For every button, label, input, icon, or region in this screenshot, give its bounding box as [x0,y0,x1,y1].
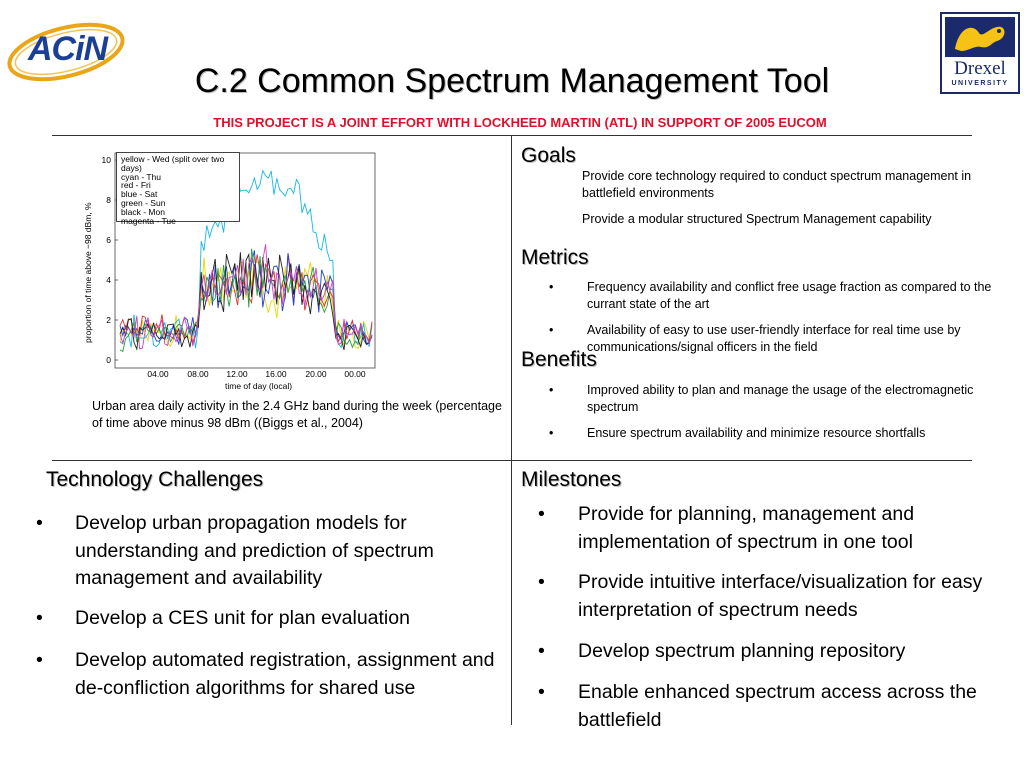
benefits-bullet: • [549,426,554,440]
metrics-item: Availability of easy to use user-friendly interface for real time use by communications/signal officers in the field [587,323,961,354]
chart-ytick-label: 0 [106,355,111,365]
page-subtitle: THIS PROJECT IS A JOINT EFFORT WITH LOCKHEED MARTIN (ATL) IN SUPPORT OF 2005 EUCOM [213,115,827,130]
milestones-bullet: • [538,640,545,662]
legend-entry: yellow - Wed (split over two days) [121,154,225,173]
goals-heading: Goals [521,144,576,167]
legend-entry: black - Mon [121,206,165,217]
goals-item: Provide a modular structured Spectrum Management capability [582,212,932,226]
milestones-item: Develop spectrum planning repository [578,640,906,662]
milestones-bullet: • [538,571,545,593]
chart-xtick-label: 08.00 [187,369,209,379]
vertical-divider [511,135,512,725]
page-title: C.2 Common Spectrum Management Tool [194,62,830,100]
milestones-bullet: • [538,681,545,703]
chart-ytick-label: 4 [106,275,111,285]
chart-ytick-label: 2 [106,315,111,325]
chart-xtick-label: 20.00 [305,369,327,379]
drexel-logo-text: Drexel [954,58,1006,79]
metrics-item: Frequency availability and conflict free usage fraction as compared to the currant state of the art [587,280,992,311]
benefits-heading: Benefits [521,348,597,371]
legend-entry: red - Fri [121,180,151,191]
legend-entry: magenta - Tue [121,215,176,226]
chart-caption: Urban area daily activity in the 2.4 GHz band during the week (percentage of time above minus 98 dBm ((Biggs et al., 2004) [92,399,502,430]
chart-xlabel: time of day (local) [225,381,293,391]
milestones-heading: Milestones [521,468,622,491]
top-divider [52,135,972,136]
challenges-item: Develop urban propagation models for understanding and prediction of spectrum management and availability [75,512,434,589]
legend-entry: cyan - Thu [121,171,162,182]
metrics-heading: Metrics [521,246,589,269]
chart-xtick-label: 00.00 [344,369,366,379]
benefits-bullet: • [549,383,554,397]
middle-divider [52,460,972,461]
benefits-item: Ensure spectrum availability and minimize resource shortfalls [587,426,926,440]
chart-ylabel: proportion of time above −98 dBm, % [83,202,93,343]
challenges-item: Develop automated registration, assignment and de-confliction algorithms for shared use [75,649,495,699]
metrics-bullet: • [549,280,554,294]
chart-xtick-label: 12.00 [226,369,248,379]
chart-legend [116,152,240,226]
challenges-bullet: • [36,512,43,534]
legend-entry: green - Sun [121,197,166,208]
milestones-item: Provide intuitive interface/visualization for easy interpretation of spectrum needs [578,571,983,621]
chart-ytick-label: 8 [106,195,111,205]
legend-entry: blue - Sat [121,189,158,200]
goals-item: Provide core technology required to conduct spectrum management in battlefield environments [582,169,972,200]
milestones-bullet: • [538,503,545,525]
chart-ytick-label: 10 [101,155,111,165]
milestones-item: Provide for planning, management and implementation of spectrum in one tool [578,503,915,553]
chart-xtick-label: 04.00 [147,369,169,379]
dragon-icon [945,17,1015,57]
chart-xtick-label: 16.00 [265,369,287,379]
benefits-item: Improved ability to plan and manage the usage of the electromagnetic spectrum [587,383,974,414]
metrics-bullet: • [549,323,554,337]
challenges-heading: Technology Challenges [46,468,264,491]
challenges-bullet: • [36,607,43,629]
drexel-logo-subtext: UNIVERSITY [951,80,1009,87]
challenges-bullet: • [36,649,43,671]
chart-ytick-label: 6 [106,235,111,245]
challenges-item: Develop a CES unit for plan evaluation [75,607,410,629]
milestones-item: Enable enhanced spectrum access across the battlefield [578,681,977,731]
acin-logo-text: ACiN [28,30,108,68]
